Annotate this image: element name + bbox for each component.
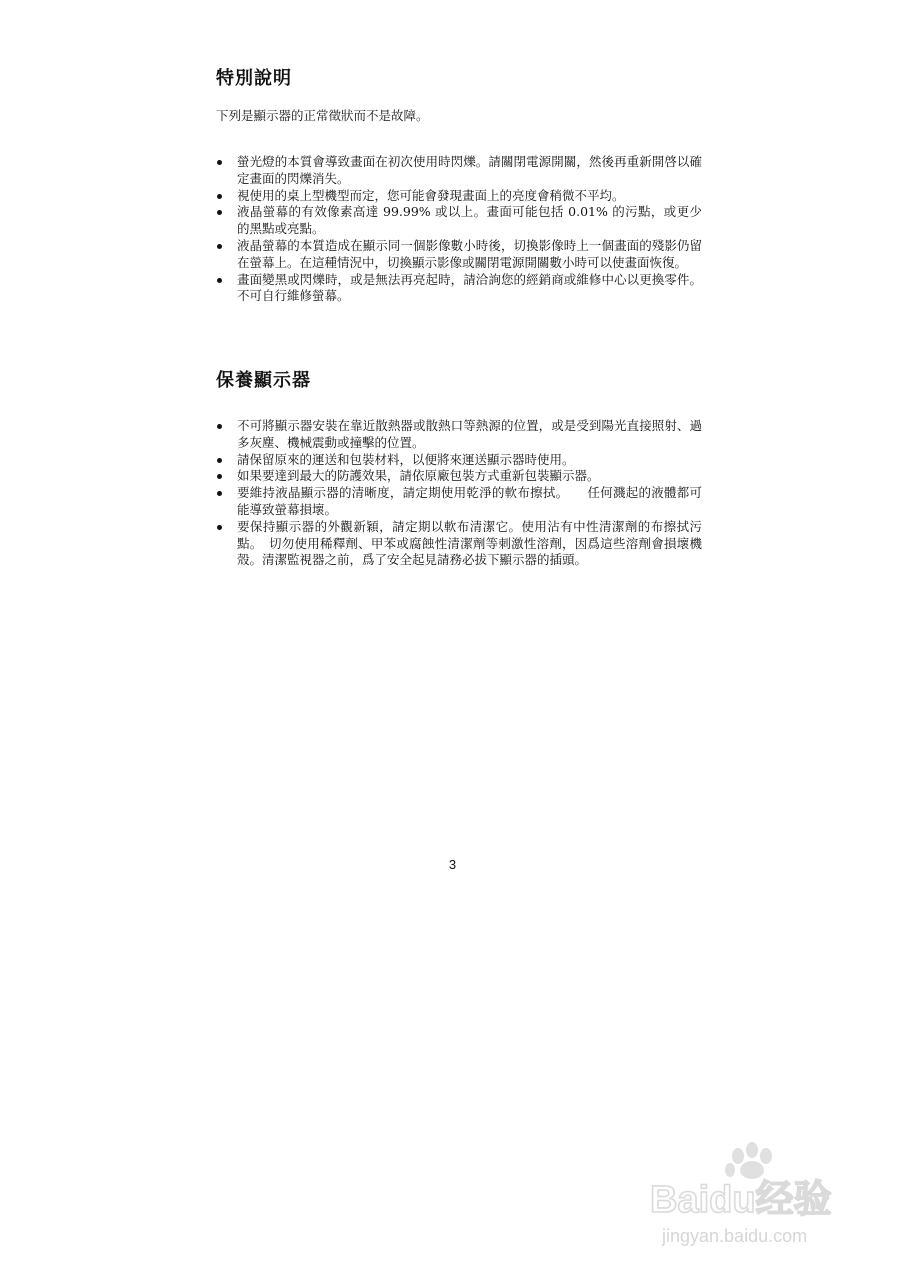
watermark-url: jingyan.baidu.com (662, 1226, 808, 1246)
list-item (216, 238, 702, 272)
list-item-text: 視使用的桌上型機型而定，您可能會發現畫面上的亮度會稍微不平均。 (237, 187, 625, 203)
list-item-text: 要維持液晶顯示器的清晰度，請定期使用乾淨的軟布擦拭。 任何濺起的液體都可能導致螢幕損壞。 (237, 485, 702, 517)
list-item-text: 請保留原來的運送和包裝材料，以便將來運送顯示器時使用。 (237, 451, 575, 467)
paw-logo-icon (725, 1142, 772, 1179)
bullet-icon (217, 424, 222, 429)
list-item (216, 519, 702, 569)
watermark-brand: Baidu经验 (650, 1179, 832, 1221)
special-notes-list (216, 154, 702, 305)
page-number: 3 (448, 857, 457, 872)
list-item-text: 液晶螢幕的有效像素高達 99.99% 或以上。畫面可能包括 0.01% 的污點，或更少的黑點或亮點。 (237, 204, 702, 237)
list-item (216, 188, 702, 205)
list-item (216, 204, 702, 238)
bullet-icon (217, 194, 222, 199)
list-item-text: 如果要達到最大的防護效果，請依原廠包裝方式重新包裝顯示器。 (237, 468, 600, 484)
bullet-icon (217, 525, 222, 530)
list-item-text: 不可將顯示器安裝在靠近散熱器或散熱口等熱源的位置，或是受到陽光直接照射、過多灰塵、機械震動或撞擊的位置。 (237, 418, 702, 450)
list-item (216, 418, 702, 452)
list-item (216, 468, 702, 485)
bullet-icon (217, 458, 222, 463)
list-item-text: 畫面變黑或閃爍時，或是無法再亮起時，請洽詢您的經銷商或維修中心以更換零件。不可自行維修螢幕。 (237, 271, 702, 304)
bullet-icon (217, 160, 222, 165)
list-item-text: 螢光燈的本質會導致畫面在初次使用時閃爍。請關閉電源開關，然後再重新開啓以確定畫面的閃爍消失。 (237, 154, 702, 186)
list-item (216, 485, 702, 519)
section-title-monitor-care: 保養顯示器 (216, 370, 311, 391)
monitor-care-list (216, 418, 702, 569)
bullet-icon (217, 278, 222, 283)
section-title-special-notes: 特別說明 (216, 68, 292, 89)
list-item-text: 要保持顯示器的外觀新穎，請定期以軟布清潔它。使用沾有中性清潔劑的布擦拭污點。 切勿使用稀釋劑、甲苯或腐蝕性清潔劑等刺激性溶劑，因爲這些溶劑會損壞機殼。清潔監視器之前，爲了安全起見請務必拔下顯示器的插頭。 (237, 518, 702, 568)
list-item (216, 452, 702, 469)
section-intro: 下列是顯示器的正常徵狀而不是故障。 (216, 108, 429, 123)
list-item (216, 272, 702, 306)
list-item-text: 液晶螢幕的本質造成在顯示同一個影像數小時後，切換影像時上一個畫面的殘影仍留在螢幕上。在這種情況中，切換顯示影像或關閉電源開關數小時可以使畫面恢復。 (237, 237, 702, 270)
bullet-icon (217, 244, 222, 249)
bullet-icon (217, 210, 222, 215)
bullet-icon (217, 474, 222, 479)
list-item (216, 154, 702, 188)
bullet-icon (217, 491, 222, 496)
baidu-jingyan-watermark (640, 1140, 880, 1260)
